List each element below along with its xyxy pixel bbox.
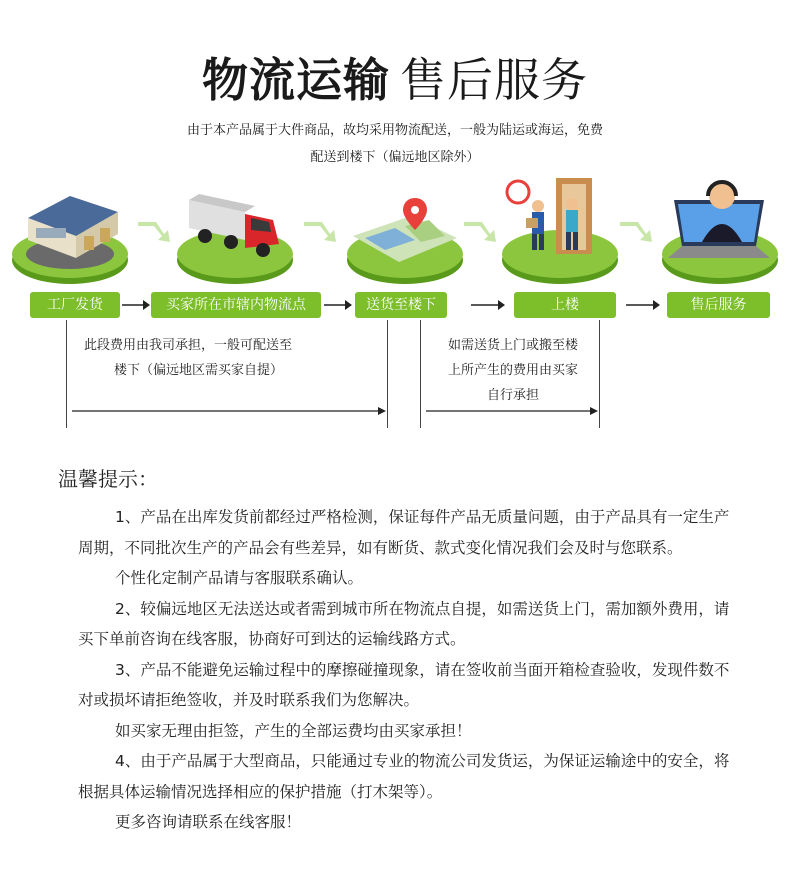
intro-line-2: 配送到楼下（偏远地区除外）	[310, 150, 480, 165]
delivery-men-icon	[500, 178, 620, 288]
stage-service	[660, 178, 780, 288]
arrow-right-icon	[625, 298, 661, 312]
stage-map	[345, 178, 465, 288]
step-factory-ship: 工厂发货	[30, 292, 120, 318]
tip-paragraph: 2、较偏远地区无法送达或者需到城市所在物流点自提，如需送货上门，需加额外费用，请买下单前咨询在线客服，协商好可到达的运输线路方式。	[78, 599, 730, 648]
flow-arrow-icon	[136, 218, 176, 248]
customer-service-icon	[660, 178, 780, 288]
note-right	[428, 333, 598, 408]
step-to-downstairs: 送货至楼下	[355, 292, 447, 318]
note-right-line-1: 如需送货上门或搬至楼	[447, 338, 578, 353]
intro-text	[120, 117, 670, 171]
step-logistics-point: 买家所在市辖内物流点	[151, 292, 321, 318]
note-left	[84, 333, 374, 383]
note-right-line-2: 上所产生的费用由买家	[447, 363, 578, 378]
step-upstairs: 上楼	[514, 292, 616, 318]
tips-body	[78, 502, 738, 838]
stage-factory	[10, 178, 130, 288]
tip-paragraph: 1、产品在出库发货前都经过严格检测，保证每件产品无质量问题，由于产品具有一定生产周期，不同批次生产的产品会有些差异，如有断货、款式变化情况我们会及时与您联系。	[78, 508, 730, 557]
truck-icon	[175, 178, 295, 288]
arrow-right-icon	[121, 298, 151, 312]
tips-title: 温馨提示：	[58, 467, 158, 491]
map-pin-icon	[345, 178, 465, 288]
arrow-right-icon	[470, 298, 506, 312]
intro-line-1: 由于本产品属于大件商品，故均采用物流配送，一般为陆运或海运，免费	[186, 123, 603, 138]
title-bold: 物流运输	[202, 53, 390, 107]
tip-paragraph: 更多咨询请联系在线客服！	[115, 813, 302, 831]
note-right-line-3: 自行承担	[486, 388, 539, 403]
stage-truck	[175, 178, 295, 288]
arrow-right-icon	[72, 405, 388, 417]
tip-paragraph: 如买家无理由拒签，产生的全部运费均由买家承担！	[115, 721, 472, 740]
warehouse-icon	[10, 178, 130, 288]
tip-paragraph: 4、由于产品属于大型商品，只能通过专业的物流公司发货运，为保证运输途中的安全，将根据具体运输情况选择相应的保护措施（打木架等）。	[78, 752, 730, 801]
flow-arrow-icon	[462, 218, 502, 248]
flow-arrow-icon	[618, 218, 658, 248]
stage-upstairs	[500, 178, 620, 288]
tip-paragraph: 3、产品不能避免运输过程中的摩擦碰撞现象，请在签收前当面开箱检查验收，发现件数不对或损坏请拒绝签收，并及时联系我们为您解决。	[78, 660, 730, 709]
flow-arrow-icon	[302, 218, 342, 248]
arrow-right-icon	[323, 298, 353, 312]
note-left-line-1: 此段费用由我司承担，一般可配送至	[84, 338, 293, 353]
step-after-sales: 售后服务	[667, 292, 770, 318]
page-title	[0, 50, 790, 110]
arrow-right-icon	[426, 405, 600, 417]
title-light: 售后服务	[400, 53, 588, 107]
note-left-line-2: 楼下（偏远地区需买家自提）	[114, 363, 284, 378]
tip-paragraph: 个性化定制产品请与客服联系确认。	[115, 569, 364, 587]
